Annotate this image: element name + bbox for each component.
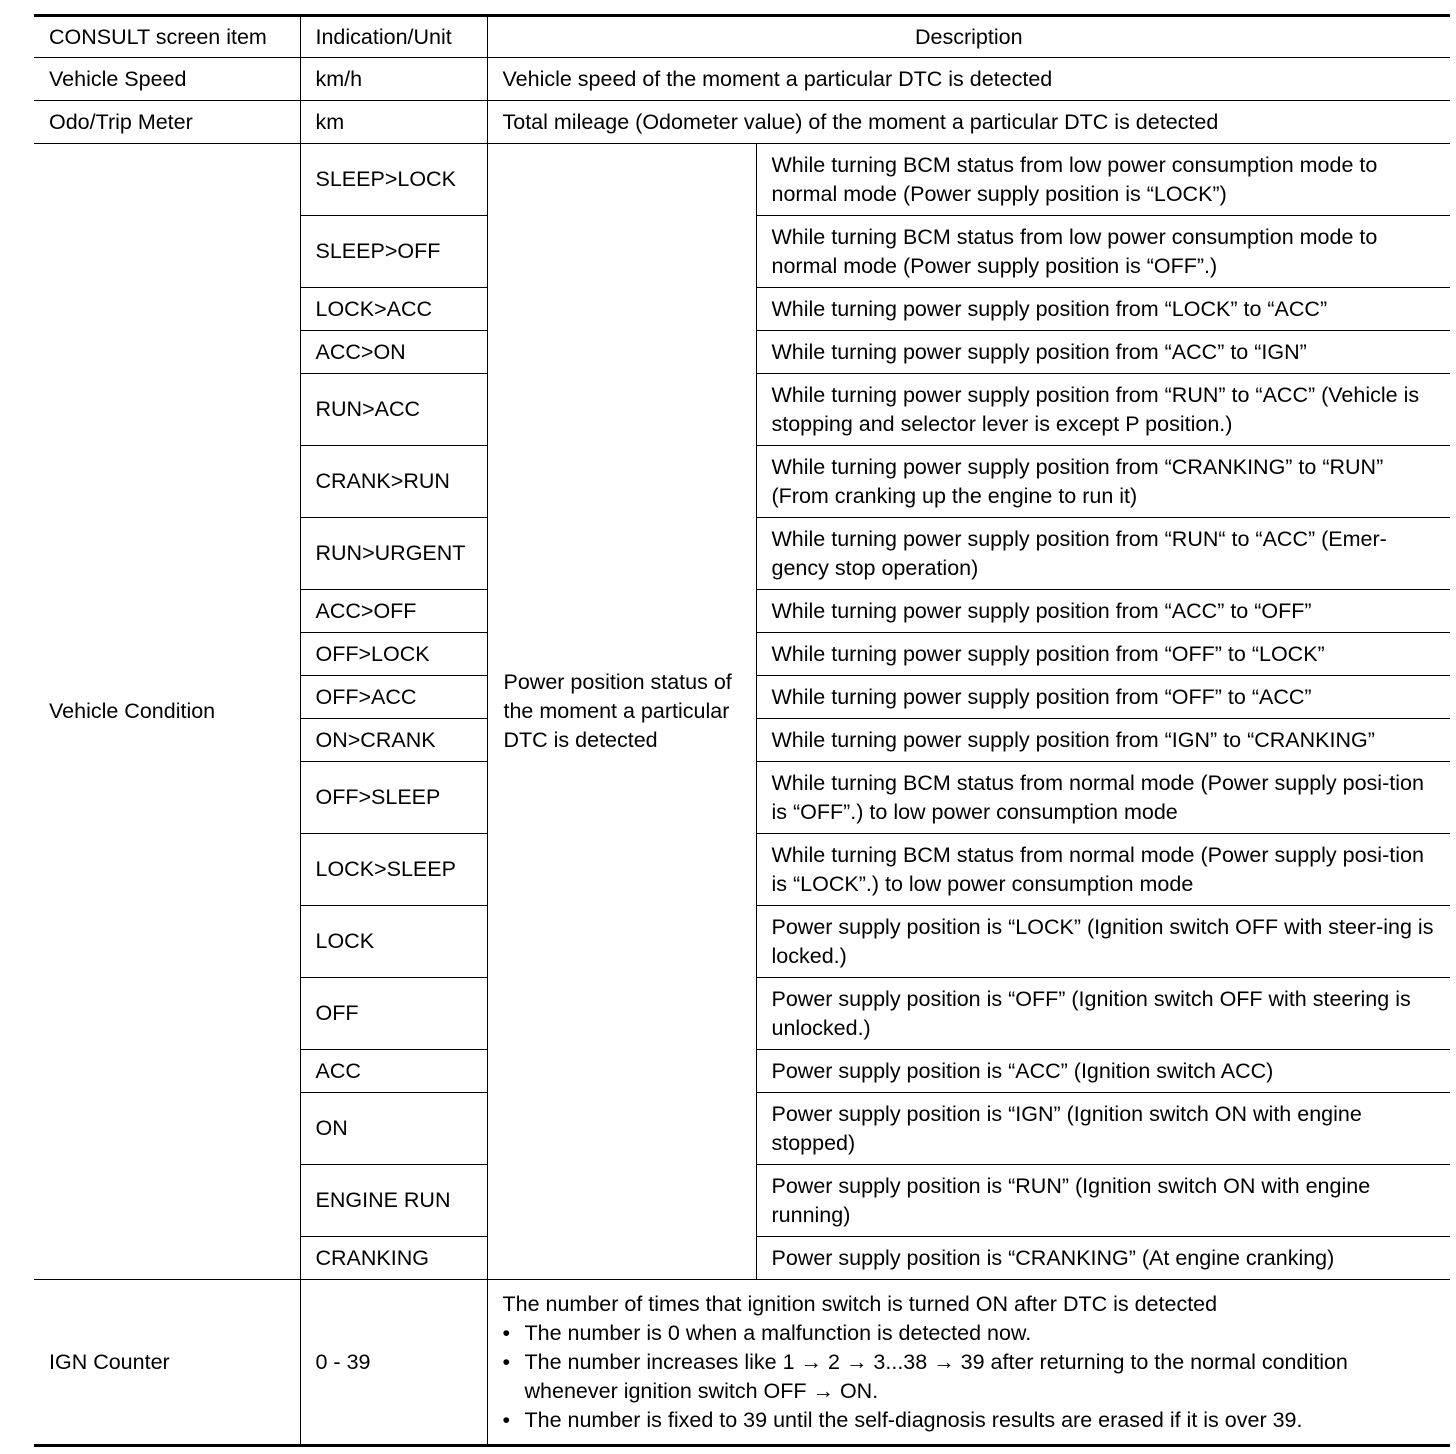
table-header-row: [34, 16, 1450, 58]
row-unit: ENGINE RUN: [300, 1165, 487, 1237]
row-description: While turning power supply position from “ACC” to “OFF”: [756, 590, 1450, 633]
row-description: Power supply position is “ACC” (Ignition switch ACC): [756, 1050, 1450, 1093]
row-description: Vehicle speed of the moment a particular DTC is detected: [487, 58, 1450, 101]
ign-counter-bullets: [503, 1319, 1436, 1435]
row-description: While turning power supply position from “LOCK” to “ACC”: [756, 288, 1450, 331]
row-description: Power supply position is “IGN” (Ignition switch ON with engine stopped): [756, 1093, 1450, 1165]
list-item: • The number is fixed to 39 until the self-diagnosis results are erased if it is over 39.: [503, 1406, 1436, 1435]
row-unit: ACC>OFF: [300, 590, 487, 633]
row-unit: OFF>ACC: [300, 676, 487, 719]
row-unit: SLEEP>OFF: [300, 216, 487, 288]
table-row: [34, 101, 1450, 144]
ign-counter-item: IGN Counter: [34, 1280, 300, 1446]
row-description: While turning power supply position from “ACC” to “IGN”: [756, 331, 1450, 374]
row-unit: OFF: [300, 978, 487, 1050]
row-unit: LOCK>SLEEP: [300, 834, 487, 906]
row-unit: SLEEP>LOCK: [300, 144, 487, 216]
ign-counter-intro: The number of times that ignition switch is turned ON after DTC is detected: [502, 1291, 1218, 1316]
header-item: CONSULT screen item: [34, 16, 300, 58]
row-unit: OFF>SLEEP: [300, 762, 487, 834]
consult-data-table: [34, 14, 1450, 1447]
row-description: Power supply position is “CRANKING” (At engine cranking): [756, 1237, 1450, 1280]
header-unit: Indication/Unit: [300, 16, 487, 58]
row-description: While turning power supply position from “IGN” to “CRANKING”: [756, 719, 1450, 762]
row-unit: OFF>LOCK: [300, 633, 487, 676]
ign-counter-description: [487, 1280, 1450, 1446]
row-unit: km/h: [300, 58, 487, 101]
vehicle-condition-status: Power position status of the moment a particular DTC is detected: [487, 144, 756, 1280]
row-description: Power supply position is “RUN” (Ignition switch ON with engine running): [756, 1165, 1450, 1237]
row-item: Vehicle Speed: [34, 58, 300, 101]
row-description: Power supply position is “LOCK” (Ignition switch OFF with steer-ing is locked.): [756, 906, 1450, 978]
list-item: • The number is 0 when a malfunction is detected now.: [503, 1319, 1436, 1348]
row-unit: CRANKING: [300, 1237, 487, 1280]
row-unit: ON>CRANK: [300, 719, 487, 762]
header-description: Description: [487, 16, 1450, 58]
table-row: [34, 144, 1450, 216]
ign-counter-unit: 0 - 39: [300, 1280, 487, 1446]
row-description: While turning BCM status from low power consumption mode to normal mode (Power supply position is “OFF”.): [756, 216, 1450, 288]
row-unit: ACC: [300, 1050, 487, 1093]
row-description: While turning power supply position from “OFF” to “LOCK”: [756, 633, 1450, 676]
row-unit: RUN>URGENT: [300, 518, 487, 590]
row-description: While turning power supply position from “RUN“ to “ACC” (Emer-gency stop operation): [756, 518, 1450, 590]
row-description: While turning BCM status from normal mode (Power supply posi-tion is “OFF”.) to low power consumption mode: [756, 762, 1450, 834]
vehicle-condition-item: Vehicle Condition: [34, 144, 300, 1280]
row-description: While turning BCM status from normal mode (Power supply posi-tion is “LOCK”.) to low power consumption mode: [756, 834, 1450, 906]
row-unit: LOCK: [300, 906, 487, 978]
row-item: Odo/Trip Meter: [34, 101, 300, 144]
row-description: While turning power supply position from “RUN” to “ACC” (Vehicle is stopping and selector lever is except P position.): [756, 374, 1450, 446]
row-unit: ON: [300, 1093, 487, 1165]
row-description: While turning BCM status from low power consumption mode to normal mode (Power supply position is “LOCK”): [756, 144, 1450, 216]
row-description: Power supply position is “OFF” (Ignition switch OFF with steering is unlocked.): [756, 978, 1450, 1050]
row-description: While turning power supply position from “OFF” to “ACC”: [756, 676, 1450, 719]
row-unit: CRANK>RUN: [300, 446, 487, 518]
row-description: Total mileage (Odometer value) of the moment a particular DTC is detected: [487, 101, 1450, 144]
row-unit: km: [300, 101, 487, 144]
row-unit: LOCK>ACC: [300, 288, 487, 331]
row-description: While turning power supply position from “CRANKING” to “RUN” (From cranking up the engine to run it): [756, 446, 1450, 518]
row-unit: RUN>ACC: [300, 374, 487, 446]
row-unit: ACC>ON: [300, 331, 487, 374]
list-item: • The number increases like 1 → 2 → 3...38 → 39 after returning to the normal condition whenever ignition switch OFF → ON.: [503, 1348, 1436, 1406]
table-row: [34, 58, 1450, 101]
table-row: [34, 1280, 1450, 1446]
